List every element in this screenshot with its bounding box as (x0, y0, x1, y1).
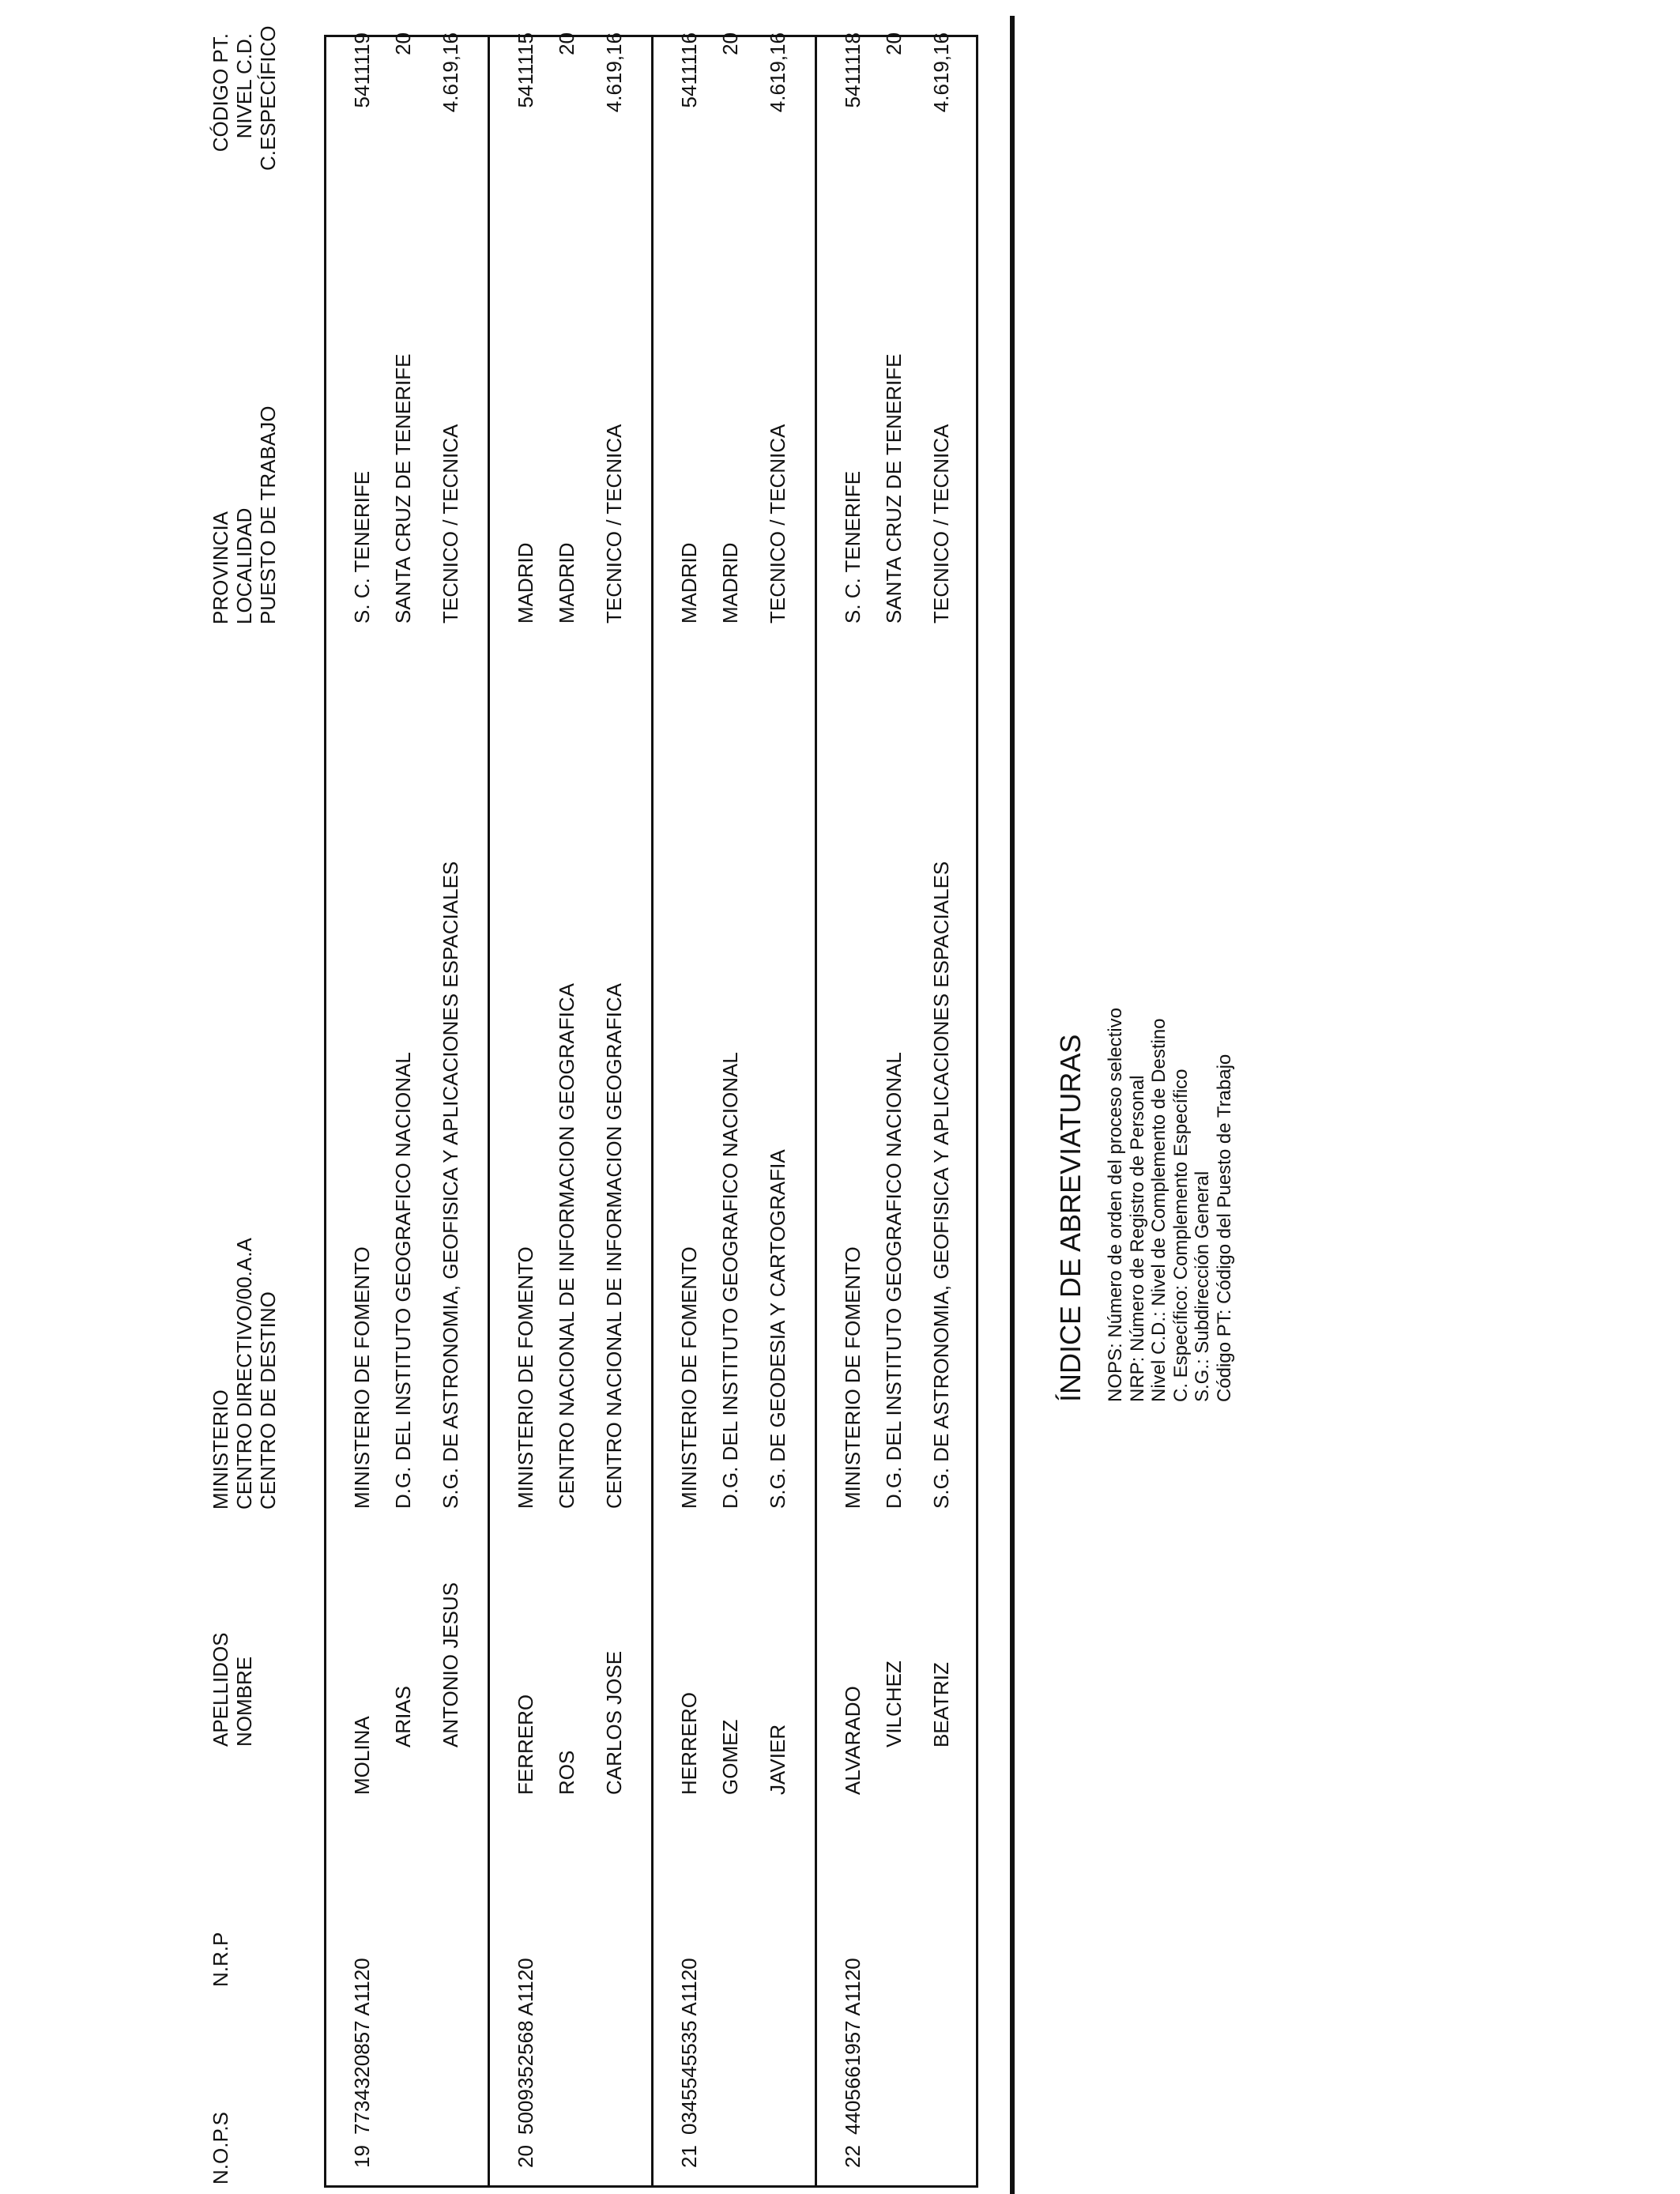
nops-cell: 21 (677, 2145, 701, 2168)
puesto-cell: TECNICO / TECNICA (439, 424, 462, 624)
localidad-cell: MADRID (555, 542, 578, 624)
codigo-pt-cell: 5411118 (841, 32, 864, 108)
abbreviation-item: Nivel C.D.: Nivel de Complemento de Destino (1148, 1018, 1170, 1402)
nombre-cell: ANTONIO JESUS (439, 1581, 462, 1747)
c-especifico-cell: 4.619,16 (439, 32, 462, 113)
codigo-pt-cell: 5411115 (514, 32, 537, 108)
centro-directivo-cell: D.G. DEL INSTITUTO GEOGRAFICO NACIONAL (391, 1052, 415, 1509)
nombre-cell: JAVIER (766, 1724, 789, 1795)
header-nops: N.O.P.S (209, 2111, 232, 2185)
provincia-cell: S. C. TENERIFE (350, 470, 374, 624)
nrp-cell: 4405661957 A1120 (841, 1958, 864, 2135)
header-codigo-nivel-especifico: CÓDIGO PT. NIVEL C.D. C.ESPECÍFICO (209, 25, 280, 171)
centro-destino-cell: CENTRO NACIONAL DE INFORMACION GEOGRAFICA (602, 983, 626, 1509)
centro-destino-cell: S.G. DE GEODESIA Y CARTOGRAFIA (766, 1149, 789, 1509)
puesto-cell: TECNICO / TECNICA (929, 424, 953, 624)
table-row (817, 32, 981, 2185)
header-nrp: N.R.P (209, 1932, 232, 1987)
nivel-cd-cell: 20 (718, 32, 742, 55)
abbreviation-item: S.G.: Subdirección General (1192, 1171, 1213, 1402)
centro-destino-cell: S.G. DE ASTRONOMIA, GEOFISICA Y APLICACIONES ESPACIALES (439, 861, 462, 1509)
abbreviation-item: Código PT: Código del Puesto de Trabajo (1213, 1054, 1235, 1402)
separator-rule (1010, 16, 1015, 2194)
header-apellidos-nombre: APELLIDOS NOMBRE (209, 1632, 256, 1747)
apellido2-cell: VILCHEZ (882, 1661, 906, 1747)
table-row (326, 32, 490, 2185)
nops-cell: 22 (841, 2145, 864, 2168)
c-especifico-cell: 4.619,16 (602, 32, 626, 113)
apellido2-cell: ARIAS (391, 1685, 415, 1747)
nops-cell: 19 (350, 2145, 374, 2168)
nivel-cd-cell: 20 (882, 32, 906, 55)
c-especifico-cell: 4.619,16 (766, 32, 789, 113)
apellido1-cell: HERRERO (677, 1691, 701, 1795)
ministerio-cell: MINISTERIO DE FOMENTO (514, 1246, 537, 1509)
nrp-cell: 7734320857 A1120 (350, 1958, 374, 2135)
centro-directivo-cell: D.G. DEL INSTITUTO GEOGRAFICO NACIONAL (718, 1052, 742, 1509)
nombre-cell: CARLOS JOSE (602, 1650, 626, 1795)
results-table (324, 32, 978, 2188)
apellido2-cell: ROS (555, 1750, 578, 1795)
nops-cell: 20 (514, 2145, 537, 2168)
nivel-cd-cell: 20 (555, 32, 578, 55)
provincia-cell: MADRID (514, 542, 537, 624)
apellido2-cell: GOMEZ (718, 1719, 742, 1795)
ministerio-cell: MINISTERIO DE FOMENTO (677, 1246, 701, 1509)
localidad-cell: SANTA CRUZ DE TENERIFE (882, 353, 906, 624)
nombre-cell: BEATRIZ (929, 1662, 953, 1747)
abbreviations-list (1105, 1008, 1235, 1402)
nrp-cell: 0345545535 A1120 (677, 1958, 701, 2135)
ministerio-cell: MINISTERIO DE FOMENTO (350, 1246, 374, 1509)
apellido1-cell: FERRERO (514, 1694, 537, 1795)
provincia-cell: MADRID (677, 542, 701, 624)
codigo-pt-cell: 5411119 (350, 32, 374, 108)
abbreviation-item: NRP: Número de Registro de Personal (1126, 1075, 1148, 1402)
header-ministerio-centro: MINISTERIO CENTRO DIRECTIVO/00.A.A CENTRO DE DESTINO (209, 1238, 280, 1510)
localidad-cell: SANTA CRUZ DE TENERIFE (391, 353, 415, 624)
centro-destino-cell: S.G. DE ASTRONOMIA, GEOFISICA Y APLICACIONES ESPACIALES (929, 861, 953, 1509)
c-especifico-cell: 4.619,16 (929, 32, 953, 113)
abbreviation-item: NOPS: Número de orden del proceso selectivo (1105, 1008, 1126, 1402)
table-row (490, 32, 654, 2185)
codigo-pt-cell: 5411116 (677, 32, 701, 108)
nrp-cell: 5009352568 A1120 (514, 1958, 537, 2135)
abbreviation-item: C. Específico: Complemento Específico (1170, 1069, 1192, 1402)
header-provincia-localidad-puesto: PROVINCIA LOCALIDAD PUESTO DE TRABAJO (209, 405, 280, 624)
puesto-cell: TECNICO / TECNICA (602, 424, 626, 624)
abbreviations-title: ÍNDICE DE ABREVIATURAS (1054, 1034, 1087, 1402)
centro-directivo-cell: D.G. DEL INSTITUTO GEOGRAFICO NACIONAL (882, 1052, 906, 1509)
ministerio-cell: MINISTERIO DE FOMENTO (841, 1246, 864, 1509)
apellido1-cell: ALVARADO (841, 1686, 864, 1795)
table-row (654, 32, 817, 2185)
localidad-cell: MADRID (718, 542, 742, 624)
puesto-cell: TECNICO / TECNICA (766, 424, 789, 624)
centro-directivo-cell: CENTRO NACIONAL DE INFORMACION GEOGRAFICA (555, 983, 578, 1509)
nivel-cd-cell: 20 (391, 32, 415, 55)
apellido1-cell: MOLINA (350, 1716, 374, 1795)
provincia-cell: S. C. TENERIFE (841, 470, 864, 624)
